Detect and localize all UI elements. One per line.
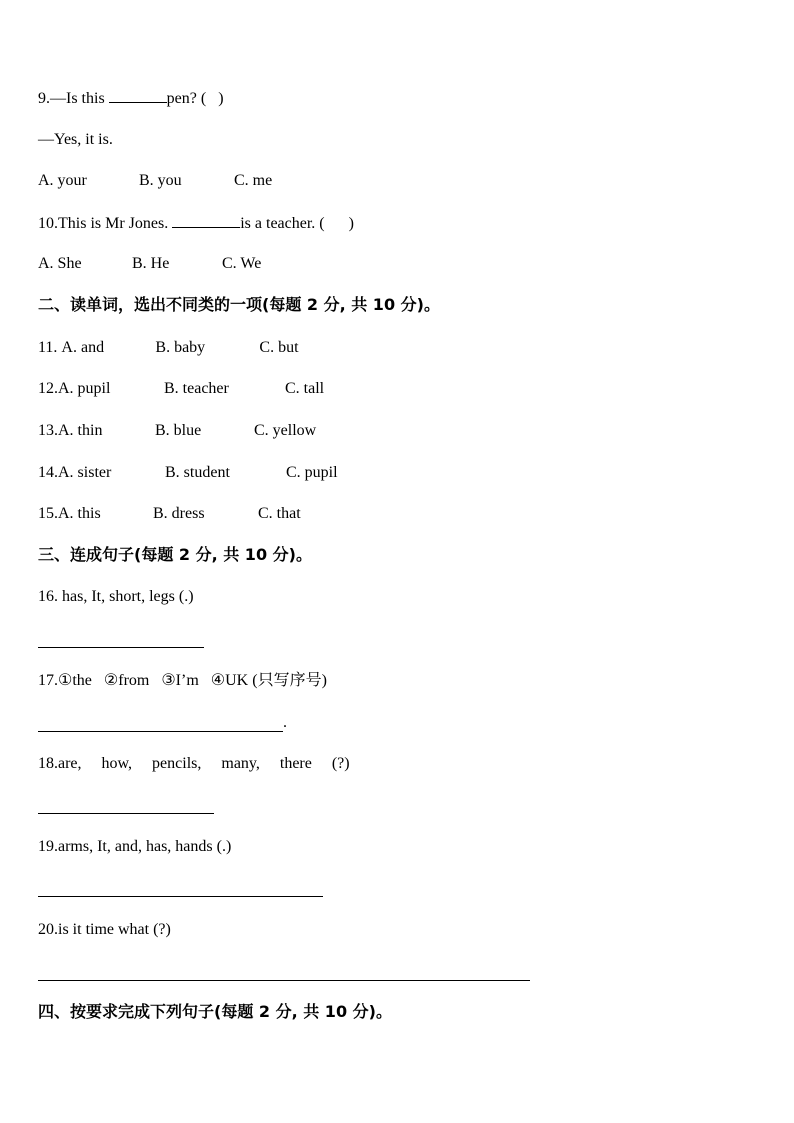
q10-option-b[interactable]: B. He [132,255,170,272]
q14-option-a[interactable]: A. sister [58,464,112,481]
q10-text-a: 10.This is Mr Jones. [38,215,173,232]
question-17: 17.①the ②from ③I’m ④UK (只写序号) [38,672,327,689]
q11-num: 11. [38,339,62,356]
q11-option-c[interactable]: C. but [259,339,299,356]
q9-text-a: 9.—Is this [38,90,109,107]
q10-options [38,254,261,274]
q9-option-b[interactable]: B. you [139,172,182,189]
q14-option-b[interactable]: B. student [165,464,230,481]
q16-answer-line[interactable] [38,647,204,648]
q13-option-b[interactable]: B. blue [155,422,202,439]
section-4-title: 四、按要求完成下列句子(每题 2 分, 共 10 分)。 [38,1002,392,1021]
q20-answer-line[interactable] [38,980,530,981]
q15-option-a[interactable]: A. this [58,505,101,522]
q10-option-c[interactable]: C. We [222,255,262,272]
question-14 [38,463,338,483]
section-3-title: 三、连成句子(每题 2 分, 共 10 分)。 [38,545,312,564]
question-18: 18.are, how, pencils, many, there (?) [38,755,350,772]
section-2-title: 二、读单词，选出不同类的一项(每题 2 分, 共 10 分)。 [38,295,440,314]
q12-option-a[interactable]: A. pupil [58,380,111,397]
q9-option-a[interactable]: A. your [38,172,87,189]
q17-answer-line[interactable] [38,731,283,732]
q12-num: 12. [38,380,58,397]
q9-option-c[interactable]: C. me [234,172,273,189]
question-10 [38,213,354,234]
q11-option-a[interactable]: A. and [61,339,105,356]
q10-option-a[interactable]: A. She [38,255,82,272]
q19-answer-line[interactable] [38,896,323,897]
q9-reply: —Yes, it is. [38,131,113,148]
question-16: 16. has, It, short, legs (.) [38,588,194,605]
question-15 [38,504,301,524]
q11-option-b[interactable]: B. baby [155,339,206,356]
question-19: 19.arms, It, and, has, hands (.) [38,838,232,855]
q12-option-c[interactable]: C. tall [285,380,325,397]
question-12 [38,379,324,399]
q10-blank[interactable] [172,213,240,228]
q15-option-c[interactable]: C. that [258,505,301,522]
q17-answer-period: . [283,714,287,731]
q9-text-b: pen? ( ) [166,90,224,107]
q15-option-b[interactable]: B. dress [153,505,205,522]
q12-option-b[interactable]: B. teacher [164,380,229,397]
q13-option-c[interactable]: C. yellow [254,422,317,439]
q14-option-c[interactable]: C. pupil [286,464,338,481]
q9-options [38,171,272,191]
question-20: 20.is it time what (?) [38,921,171,938]
q15-num: 15. [38,505,58,522]
q10-text-b: is a teacher. ( ) [240,215,354,232]
q13-option-a[interactable]: A. thin [58,422,103,439]
question-13 [38,421,316,441]
q18-answer-line[interactable] [38,813,214,814]
q13-num: 13. [38,422,58,439]
question-9 [38,88,224,109]
q14-num: 14. [38,464,58,481]
question-11 [38,338,299,358]
q9-blank[interactable] [109,88,167,103]
